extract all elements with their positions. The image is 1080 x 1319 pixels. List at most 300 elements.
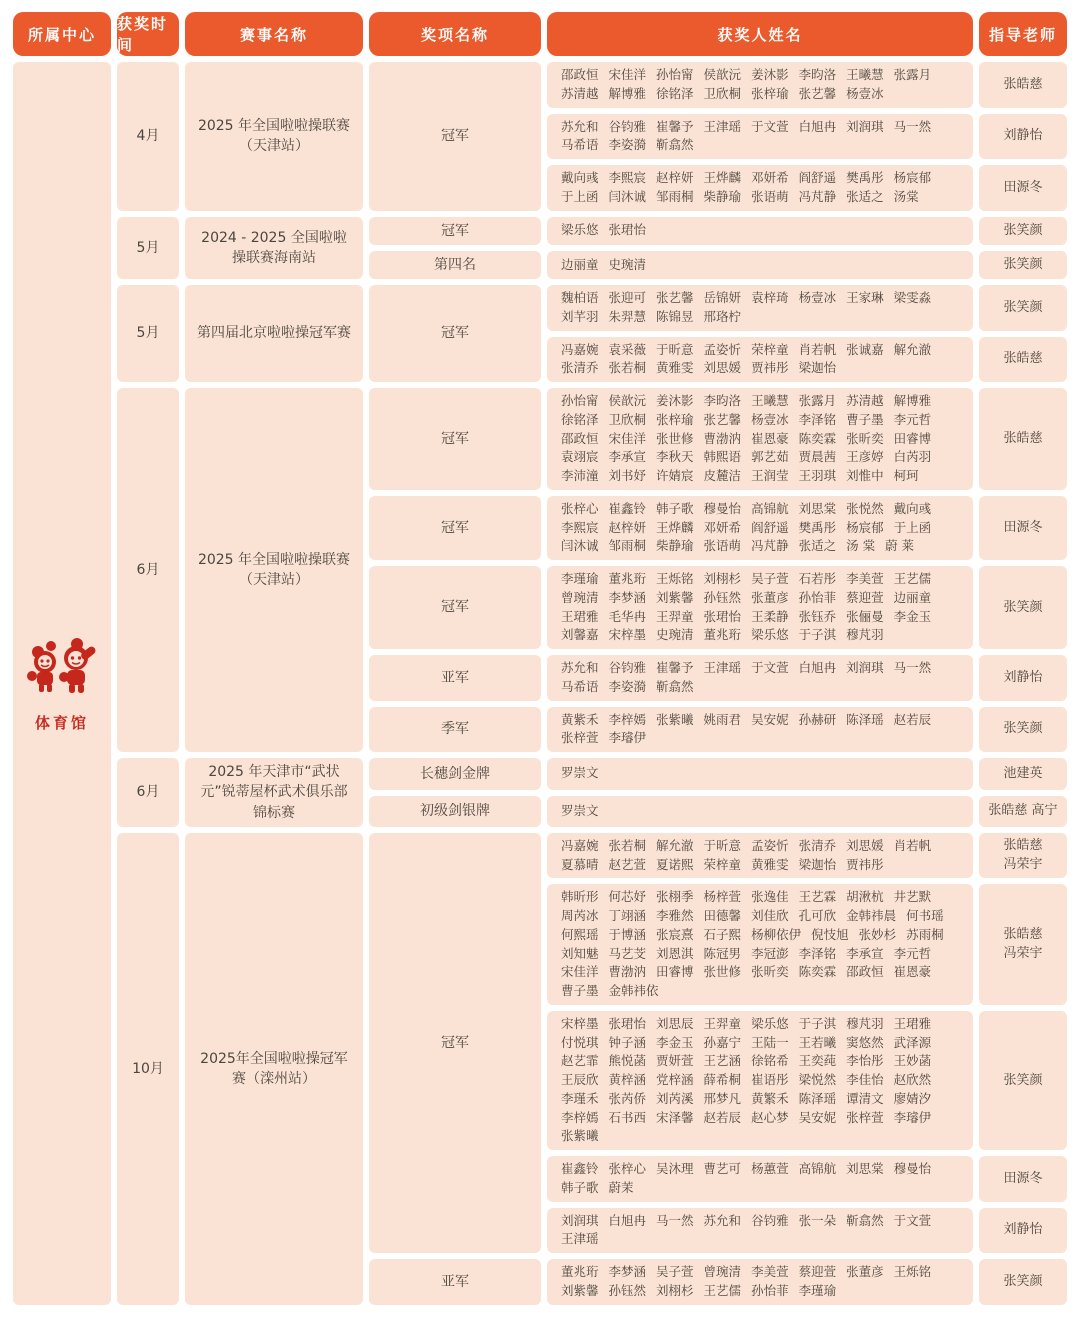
winner-rows bbox=[547, 251, 1067, 279]
winner-name: 梁迦怡 bbox=[798, 856, 837, 872]
winner-name: 孟姿忻 bbox=[703, 341, 742, 357]
winner-name: 崔语彤 bbox=[751, 1072, 789, 1088]
winner-name: 张清乔 bbox=[561, 360, 599, 376]
winner-name: 汤 棠 bbox=[846, 538, 876, 554]
winner-name: 毛华冉 bbox=[608, 608, 647, 624]
winner-rows bbox=[547, 1259, 1067, 1305]
winner-name: 马艺芠 bbox=[608, 945, 647, 961]
winner-name: 崔鑫铃 bbox=[561, 1161, 599, 1177]
winner-name: 石书西 bbox=[608, 1109, 647, 1125]
section bbox=[117, 388, 1067, 752]
winner-name: 荣梓童 bbox=[703, 856, 742, 872]
award-group bbox=[369, 1259, 1067, 1305]
winner-name: 孙赫研 bbox=[798, 711, 837, 727]
winner-rows bbox=[547, 217, 1067, 245]
teacher-cell bbox=[979, 1208, 1067, 1254]
winner-name: 王羿童 bbox=[656, 608, 694, 624]
winner-name: 袁翊宸 bbox=[561, 449, 599, 465]
award-group bbox=[369, 217, 1067, 245]
winner-name: 张一朵 bbox=[798, 1212, 837, 1228]
award-group bbox=[369, 285, 1067, 382]
winner-name: 梁乐悠 bbox=[751, 627, 789, 643]
winner-name: 赵若辰 bbox=[703, 1109, 742, 1125]
winner-name: 张昕奕 bbox=[751, 964, 789, 980]
winner-name: 刘思棠 bbox=[846, 1161, 884, 1177]
winner-name: 黄紫禾 bbox=[561, 711, 599, 727]
winner-name: 王辰欣 bbox=[561, 1072, 599, 1088]
winner-name: 穆曼怡 bbox=[893, 1161, 932, 1177]
winner-name: 刘佳欣 bbox=[751, 908, 789, 924]
winner-name: 冯嘉婉 bbox=[561, 837, 599, 853]
winner-name: 石子熙 bbox=[703, 926, 742, 942]
winner-name: 张紫曦 bbox=[561, 1128, 599, 1144]
winner-name: 张语萌 bbox=[703, 538, 742, 554]
winner-name: 李怡彤 bbox=[846, 1053, 884, 1069]
winner-name: 刘栩杉 bbox=[703, 571, 742, 587]
winner-name: 吴安妮 bbox=[751, 711, 789, 727]
award-groups bbox=[369, 388, 1067, 752]
winner-name: 张若桐 bbox=[608, 837, 647, 853]
winner-name: 刘馨嘉 bbox=[561, 627, 599, 643]
winner-name: 朱羿慧 bbox=[608, 308, 647, 324]
winner-name: 曹渤汭 bbox=[703, 430, 742, 446]
teacher-name: 刘静怡 bbox=[1003, 1222, 1043, 1238]
winner-name: 冯芃静 bbox=[751, 538, 789, 554]
table-row bbox=[547, 388, 1067, 490]
winner-name: 刘思媛 bbox=[846, 837, 884, 853]
winner-name: 穆曼怡 bbox=[703, 500, 742, 516]
winner-name: 王烁铭 bbox=[656, 571, 694, 587]
winner-name: 刘芊羽 bbox=[561, 308, 599, 324]
teacher-name: 刘静怡 bbox=[1003, 128, 1043, 144]
winner-name: 邢珞柠 bbox=[703, 308, 742, 324]
winner-name: 蔡迎萱 bbox=[798, 1264, 837, 1280]
winner-name: 卫欣桐 bbox=[703, 85, 742, 101]
winner-name: 田睿博 bbox=[893, 430, 932, 446]
winner-name: 李梓嫣 bbox=[561, 1109, 599, 1125]
winner-name: 张露月 bbox=[798, 393, 837, 409]
winner-name: 张若桐 bbox=[608, 360, 647, 376]
winner-name: 李梓嫣 bbox=[608, 711, 647, 727]
winner-name: 姜沐影 bbox=[751, 67, 789, 82]
winner-name: 杨柳依伊 bbox=[751, 926, 802, 942]
winner-name: 李瑾禾 bbox=[561, 1090, 599, 1106]
winner-name: 张梓萱 bbox=[561, 730, 599, 746]
award-cell: 季军 bbox=[369, 707, 541, 753]
winner-name: 侯歆沅 bbox=[608, 393, 647, 409]
winner-name: 付悦琪 bbox=[561, 1034, 599, 1050]
winner-name: 李秋天 bbox=[656, 449, 694, 465]
winner-name: 邓妍希 bbox=[751, 170, 789, 185]
winner-name: 张俪曼 bbox=[846, 608, 884, 624]
table-body bbox=[13, 62, 1067, 1305]
teacher-cell bbox=[979, 114, 1067, 160]
winner-name: 邵政恒 bbox=[561, 67, 599, 82]
winner-name: 宋佳洋 bbox=[608, 430, 647, 446]
winner-name: 张悦然 bbox=[846, 500, 884, 516]
teacher-cell bbox=[979, 165, 1067, 211]
award-groups bbox=[369, 758, 1067, 827]
teacher-name: 冯荣宇 bbox=[1003, 857, 1043, 873]
winner-name: 靳翕然 bbox=[656, 137, 694, 153]
winner-name: 梁悦然 bbox=[798, 1072, 837, 1088]
winner-name: 何熙瑶 bbox=[561, 926, 599, 942]
winner-name: 徐铭希 bbox=[751, 1053, 789, 1069]
winner-name: 马希语 bbox=[561, 137, 599, 153]
winner-rows bbox=[547, 796, 1067, 827]
award-cell: 亚军 bbox=[369, 655, 541, 701]
winner-name: 冯嘉婉 bbox=[561, 341, 599, 357]
winner-name: 崔馨予 bbox=[656, 660, 694, 676]
names-cell bbox=[547, 251, 973, 279]
winner-rows bbox=[547, 707, 1067, 753]
award-group bbox=[369, 388, 1067, 490]
winner-name: 王妙菡 bbox=[893, 1053, 932, 1069]
winner-name: 梁迦怡 bbox=[798, 360, 837, 376]
teacher-name: 张皓慈 高宁 bbox=[988, 803, 1058, 819]
names-cell bbox=[547, 833, 973, 879]
winner-name: 张清乔 bbox=[798, 837, 837, 853]
award-cell: 初级剑银牌 bbox=[369, 796, 541, 827]
names-cell bbox=[547, 496, 973, 560]
names-cell bbox=[547, 1259, 973, 1305]
winner-name: 吴子萱 bbox=[656, 1264, 694, 1280]
month-cell: 4月 bbox=[117, 62, 179, 211]
winner-name: 刘思棠 bbox=[798, 500, 837, 516]
winner-rows bbox=[547, 758, 1067, 789]
table-row bbox=[547, 566, 1067, 649]
winner-name: 阎舒遥 bbox=[798, 170, 837, 185]
winner-name: 刘思辰 bbox=[656, 1015, 694, 1031]
winner-name: 于上函 bbox=[893, 519, 932, 535]
table-row bbox=[547, 1208, 1067, 1254]
table-row bbox=[547, 707, 1067, 753]
winner-name: 吴安妮 bbox=[798, 1109, 837, 1125]
teacher-name: 田源冬 bbox=[1003, 179, 1043, 195]
winner-name: 石若彤 bbox=[798, 571, 837, 587]
winner-name: 马一然 bbox=[893, 660, 932, 676]
winner-name: 许婧宸 bbox=[656, 468, 694, 484]
award-groups bbox=[369, 62, 1067, 211]
winner-name: 宋佳洋 bbox=[608, 67, 647, 82]
teacher-cell bbox=[979, 707, 1067, 753]
winner-name: 梁乐悠 bbox=[751, 1015, 789, 1031]
winner-name: 靳翕然 bbox=[846, 1212, 884, 1228]
award-groups bbox=[369, 217, 1067, 280]
winner-name: 贾祎彤 bbox=[846, 856, 884, 872]
winner-name: 何书瑶 bbox=[906, 908, 944, 924]
teacher-cell bbox=[979, 496, 1067, 560]
table-row bbox=[547, 496, 1067, 560]
teacher-name: 张笑颜 bbox=[1003, 256, 1043, 272]
winner-name: 穆芃羽 bbox=[846, 627, 884, 643]
winner-name: 李姿漪 bbox=[608, 137, 647, 153]
names-cell bbox=[547, 655, 973, 701]
winner-name: 王烁铭 bbox=[893, 1264, 932, 1280]
winner-name: 陈泽瑶 bbox=[798, 1090, 837, 1106]
winner-name: 梁乐悠 bbox=[561, 222, 599, 238]
winner-name: 赵艺霏 bbox=[561, 1053, 599, 1069]
winner-name: 肖若帆 bbox=[798, 341, 837, 357]
winner-name: 赵艺萱 bbox=[608, 856, 647, 872]
winner-name: 杨蕙萱 bbox=[751, 1161, 789, 1177]
winner-name: 孟姿忻 bbox=[751, 837, 789, 853]
table-row bbox=[547, 833, 1067, 879]
header-award: 奖项名称 bbox=[369, 12, 541, 56]
winner-name: 张露月 bbox=[893, 67, 932, 82]
winner-name: 金韩祎依 bbox=[608, 983, 659, 999]
award-group bbox=[369, 796, 1067, 827]
winner-name: 赵若辰 bbox=[893, 711, 932, 727]
winner-name: 曾琬清 bbox=[561, 589, 599, 605]
teacher-name: 冯荣宇 bbox=[1003, 946, 1043, 962]
winner-rows bbox=[547, 62, 1067, 211]
winner-name: 刘知魅 bbox=[561, 945, 599, 961]
winner-name: 韩子歌 bbox=[656, 500, 694, 516]
winner-name: 黄雅雯 bbox=[656, 360, 694, 376]
teacher-name: 田源冬 bbox=[1003, 519, 1043, 535]
winner-name: 于文萱 bbox=[751, 660, 789, 676]
winner-name: 冯芃静 bbox=[798, 188, 837, 204]
winner-name: 闫沐诚 bbox=[608, 188, 647, 204]
winner-name: 田睿博 bbox=[656, 964, 694, 980]
award-group bbox=[369, 566, 1067, 649]
winner-name: 郭艺茹 bbox=[751, 449, 789, 465]
sections-container bbox=[117, 62, 1067, 1305]
award-group bbox=[369, 833, 1067, 1253]
names-cell bbox=[547, 337, 973, 383]
names-cell bbox=[547, 388, 973, 490]
award-group bbox=[369, 496, 1067, 560]
winner-name: 戴向彧 bbox=[561, 170, 599, 185]
winner-name: 王艺儒 bbox=[703, 1282, 742, 1298]
winner-name: 王家琳 bbox=[846, 290, 884, 306]
winner-name: 刘润琪 bbox=[846, 660, 884, 676]
mascot-icon bbox=[24, 634, 100, 704]
winner-rows bbox=[547, 833, 1067, 1253]
table-row bbox=[547, 796, 1067, 827]
teacher-cell bbox=[979, 62, 1067, 108]
winner-name: 史琬清 bbox=[608, 256, 647, 272]
winner-name: 杨宸郁 bbox=[893, 170, 932, 185]
competition-cell: 2025 年天津市“武状元”锐蒂屋杯武术俱乐部锦标赛 bbox=[185, 758, 363, 827]
winner-name: 熊悦菡 bbox=[608, 1053, 647, 1069]
winner-name: 崔馨予 bbox=[656, 118, 694, 134]
winner-name: 苏允和 bbox=[703, 1212, 742, 1228]
winner-name: 张适之 bbox=[846, 188, 884, 204]
winner-name: 蔚茉 bbox=[608, 1179, 634, 1195]
winner-name: 袁梓琦 bbox=[751, 290, 789, 306]
award-group bbox=[369, 251, 1067, 279]
winner-name: 汤棠 bbox=[893, 188, 919, 204]
winner-name: 张董彦 bbox=[751, 589, 789, 605]
winner-name: 李承宣 bbox=[608, 449, 647, 465]
names-cell bbox=[547, 707, 973, 753]
winner-name: 史琬清 bbox=[656, 627, 694, 643]
winner-name: 陈奕霖 bbox=[798, 964, 837, 980]
winner-name: 袁采薇 bbox=[608, 341, 647, 357]
winner-name: 解允澈 bbox=[893, 341, 932, 357]
award-cell: 冠军 bbox=[369, 62, 541, 211]
winner-name: 曹子墨 bbox=[846, 411, 884, 427]
winner-name: 王珺雅 bbox=[561, 608, 599, 624]
winner-name: 王津瑶 bbox=[561, 1231, 599, 1247]
winner-name: 杨壹冰 bbox=[751, 411, 789, 427]
winner-name: 李元哲 bbox=[893, 411, 932, 427]
winner-name: 李美萱 bbox=[846, 571, 884, 587]
winner-name: 李雅然 bbox=[656, 908, 694, 924]
winner-name: 刘润琪 bbox=[846, 118, 884, 134]
teacher-name: 张笑颜 bbox=[1003, 721, 1043, 737]
winner-name: 宋梓墨 bbox=[561, 1015, 599, 1031]
winner-name: 倪忮旭 bbox=[811, 926, 849, 942]
winner-name: 杨宸郁 bbox=[846, 519, 884, 535]
teacher-cell bbox=[979, 758, 1067, 789]
winner-name: 邹雨桐 bbox=[656, 188, 694, 204]
winner-rows bbox=[547, 496, 1067, 560]
teacher-cell bbox=[979, 251, 1067, 279]
winner-name: 李佳怡 bbox=[846, 1072, 884, 1088]
teacher-cell bbox=[979, 833, 1067, 879]
winner-name: 宋泽馨 bbox=[656, 1109, 694, 1125]
winner-name: 苏允和 bbox=[561, 660, 599, 676]
teacher-name: 刘静怡 bbox=[1003, 669, 1043, 685]
winner-name: 王彦婷 bbox=[846, 449, 884, 465]
winner-name: 孙怡菲 bbox=[751, 1282, 789, 1298]
teacher-name: 张笑颜 bbox=[1003, 1072, 1043, 1088]
winner-name: 刘惟中 bbox=[846, 468, 884, 484]
table-row bbox=[547, 1011, 1067, 1150]
competition-cell: 2025 年全国啦啦操联赛（天津站） bbox=[185, 62, 363, 211]
teacher-name: 张笑颜 bbox=[1003, 599, 1043, 615]
award-cell: 冠军 bbox=[369, 566, 541, 649]
month-cell: 6月 bbox=[117, 388, 179, 752]
award-cell: 长穗剑金牌 bbox=[369, 758, 541, 789]
award-cell: 冠军 bbox=[369, 496, 541, 560]
winner-name: 贾晨茜 bbox=[798, 449, 837, 465]
winner-name: 武泽源 bbox=[893, 1034, 932, 1050]
winner-name: 曾琬清 bbox=[703, 1264, 742, 1280]
winner-name: 金韩祎晨 bbox=[846, 908, 897, 924]
winner-name: 孙钰然 bbox=[703, 589, 742, 605]
winner-name: 张梓瑜 bbox=[751, 85, 789, 101]
names-cell bbox=[547, 566, 973, 649]
winner-name: 杨壹冰 bbox=[846, 85, 884, 101]
winner-name: 王羿童 bbox=[703, 1015, 742, 1031]
table-row bbox=[547, 62, 1067, 108]
section bbox=[117, 758, 1067, 827]
header-center: 所属中心 bbox=[13, 12, 111, 56]
teacher-name: 张皓慈 bbox=[1003, 838, 1043, 854]
section bbox=[117, 285, 1067, 382]
winner-name: 张艺馨 bbox=[703, 411, 742, 427]
winner-rows bbox=[547, 285, 1067, 382]
winner-name: 孙怡甯 bbox=[656, 67, 694, 82]
winner-name: 王烨麟 bbox=[656, 519, 694, 535]
winner-name: 白旭冉 bbox=[798, 660, 837, 676]
teacher-name: 张笑颜 bbox=[1003, 1273, 1043, 1289]
teacher-cell bbox=[979, 337, 1067, 383]
table-row bbox=[547, 165, 1067, 211]
table-row bbox=[547, 1259, 1067, 1305]
winner-name: 刘紫馨 bbox=[561, 1282, 599, 1298]
winner-name: 张宸熹 bbox=[656, 926, 694, 942]
teacher-cell bbox=[979, 217, 1067, 245]
names-cell bbox=[547, 1011, 973, 1150]
winner-name: 崔恩豪 bbox=[751, 430, 789, 446]
winner-name: 张迎可 bbox=[608, 290, 647, 306]
teacher-name: 张笑颜 bbox=[1003, 222, 1043, 238]
competition-cell: 2024 - 2025 全国啦啦操联赛海南站 bbox=[185, 217, 363, 280]
competition-cell: 2025 年全国啦啦操联赛（天津站） bbox=[185, 388, 363, 752]
competition-cell: 2025年全国啦啦操冠军赛（滦州站） bbox=[185, 833, 363, 1305]
winner-name: 王津瑶 bbox=[703, 118, 742, 134]
teacher-cell bbox=[979, 285, 1067, 331]
names-cell bbox=[547, 114, 973, 160]
winner-name: 解博雅 bbox=[893, 393, 932, 409]
winner-rows bbox=[547, 655, 1067, 701]
names-cell bbox=[547, 1156, 973, 1202]
award-group bbox=[369, 62, 1067, 211]
names-cell bbox=[547, 796, 973, 827]
table-row bbox=[547, 217, 1067, 245]
month-cell: 10月 bbox=[117, 833, 179, 1305]
winner-name: 于博涵 bbox=[608, 926, 647, 942]
teacher-cell bbox=[979, 388, 1067, 490]
section bbox=[117, 62, 1067, 211]
award-groups bbox=[369, 285, 1067, 382]
winner-name: 刘书妤 bbox=[608, 468, 647, 484]
winner-name: 解允澈 bbox=[656, 837, 694, 853]
header-month: 获奖时间 bbox=[117, 12, 179, 56]
section bbox=[117, 833, 1067, 1305]
winner-name: 李璿伊 bbox=[608, 730, 647, 746]
winner-name: 孙怡菲 bbox=[798, 589, 837, 605]
winner-name: 李昀洛 bbox=[703, 393, 742, 409]
winner-name: 夏慕晴 bbox=[561, 856, 599, 872]
winner-name: 王陆一 bbox=[751, 1034, 789, 1050]
winner-name: 孙钰然 bbox=[608, 1282, 647, 1298]
winner-name: 王艺儒 bbox=[893, 571, 932, 587]
winner-name: 白芮羽 bbox=[893, 449, 932, 465]
winner-name: 高锦航 bbox=[798, 1161, 837, 1177]
winner-name: 廖婧汐 bbox=[893, 1090, 932, 1106]
names-cell bbox=[547, 285, 973, 331]
award-group bbox=[369, 758, 1067, 789]
winner-name: 赵心梦 bbox=[751, 1109, 789, 1125]
winner-name: 马一然 bbox=[656, 1212, 694, 1228]
winner-name: 陈冠男 bbox=[703, 945, 742, 961]
winner-name: 张钰乔 bbox=[798, 608, 837, 624]
month-cell: 5月 bbox=[117, 285, 179, 382]
winner-name: 钟子涵 bbox=[608, 1034, 647, 1050]
winner-name: 柴静瑜 bbox=[656, 538, 694, 554]
teacher-name: 池建英 bbox=[1003, 765, 1043, 781]
teacher-cell bbox=[979, 1259, 1067, 1305]
winner-name: 樊禹彤 bbox=[846, 170, 884, 185]
names-cell bbox=[547, 165, 973, 211]
header-competition: 赛事名称 bbox=[185, 12, 363, 56]
winner-name: 穆芃羽 bbox=[846, 1015, 884, 1031]
winner-name: 李璿伊 bbox=[893, 1109, 932, 1125]
winner-name: 吴沐理 bbox=[656, 1161, 694, 1177]
winner-name: 董兆珩 bbox=[608, 571, 647, 587]
winner-name: 孙嘉宁 bbox=[703, 1034, 742, 1050]
winner-rows bbox=[547, 388, 1067, 490]
winner-name: 贾祎彤 bbox=[751, 360, 789, 376]
winner-name: 张梓心 bbox=[561, 500, 599, 516]
winner-name: 边丽童 bbox=[561, 256, 599, 272]
